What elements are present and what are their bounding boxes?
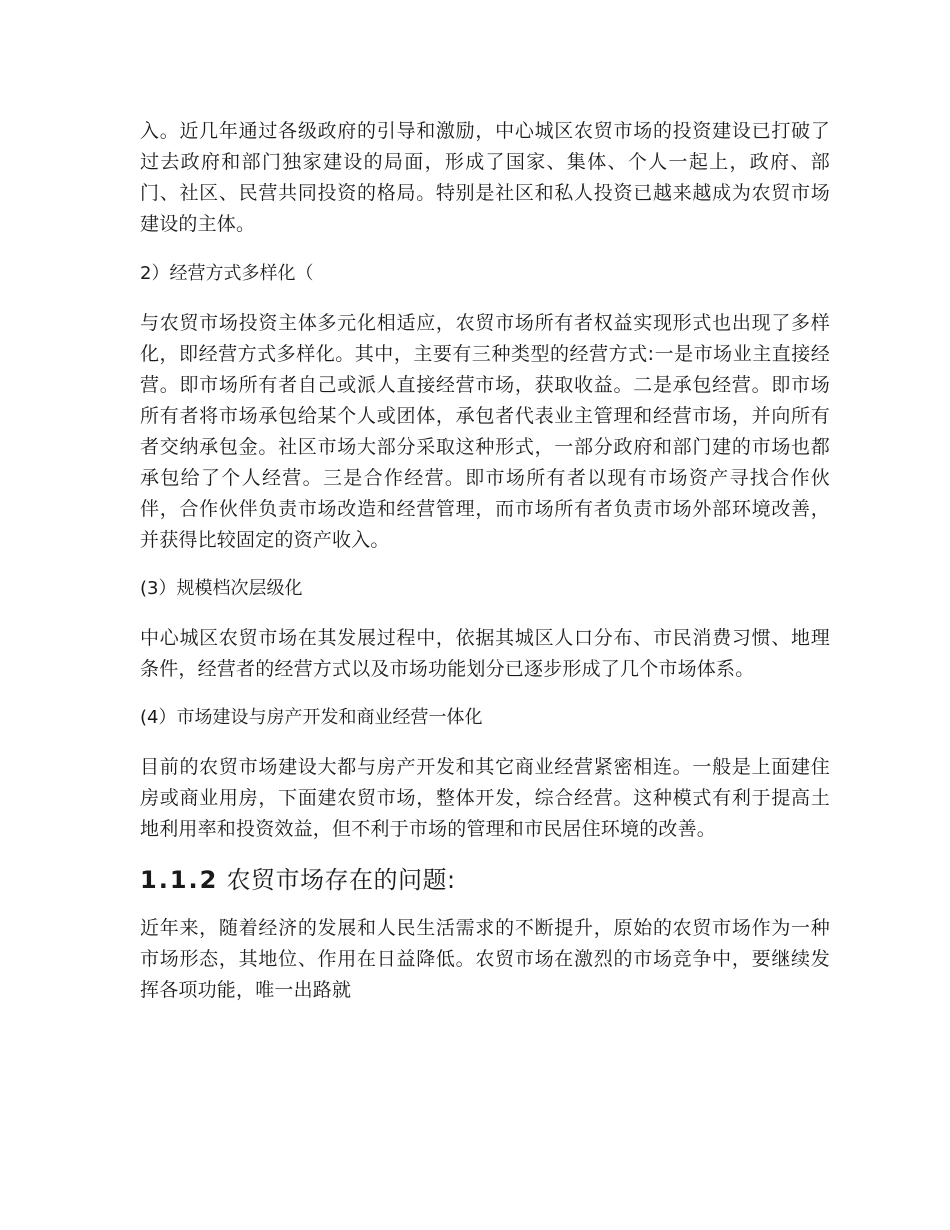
paragraph-problems: 近年来，随着经济的发展和人民生活需求的不断提升，原始的农贸市场作为一种市场形态，其地位、作用在日益降低。农贸市场在激烈的市场竞争中，要继续发挥各项功能，唯一出路就	[140, 917, 830, 1001]
paragraph-scale-levels: 中心城区农贸市场在其发展过程中，依据其城区人口分布、市民消费习惯、地理条件，经营者的经营方式以及市场功能划分已逐步形成了几个市场体系。	[140, 627, 830, 680]
subheading-scale-levels: (3）规模档次层级化	[140, 578, 303, 599]
section-heading-problems	[140, 863, 830, 897]
section-title: 农贸市场存在的问题:	[218, 866, 456, 894]
paragraph-operation-modes: 与农贸市场投资主体多元化相适应，农贸市场所有者权益实现形式也出现了多样化，即经营方式多样化。其中，主要有三种类型的经营方式:一是市场业主直接经营。即市场所有者自己或派人直接经营市场，获取收益。二是承包经营。即市场所有者将市场承包给某个人或团体，承包者代表业主管理和经营市场，并向所有者交纳承包金。社区市场大部分采取这种形式，一部分政府和部门建的市场也都承包给了个人经营。三是合作经营。即市场所有者以现有市场资产寻找合作伙伴，合作伙伴负责市场改造和经营管理，而市场所有者负责市场外部环境改善，并获得比较固定的资产收入。	[140, 312, 830, 551]
paragraph-integration: 目前的农贸市场建设大都与房产开发和其它商业经营紧密相连。一般是上面建住房或商业用房，下面建农贸市场，整体开发，综合经营。这种模式有利于提高土地利用率和投资效益，但不利于市场的管理和市民居住环境的改善。	[140, 756, 830, 840]
document-page	[140, 116, 830, 1024]
paragraph-investment: 入。近几年通过各级政府的引导和激励，中心城区农贸市场的投资建设已打破了过去政府和部门独家建设的局面，形成了国家、集体、个人一起上，政府、部门、社区、民营共同投资的格局。特别是社区和私人投资已越来越成为农贸市场建设的主体。	[140, 120, 830, 235]
subheading-operation-modes: 2）经营方式多样化（	[140, 263, 314, 284]
section-number: 1.1.2	[140, 866, 219, 894]
subheading-integration: (4）市场建设与房产开发和商业经营一体化	[140, 707, 483, 728]
